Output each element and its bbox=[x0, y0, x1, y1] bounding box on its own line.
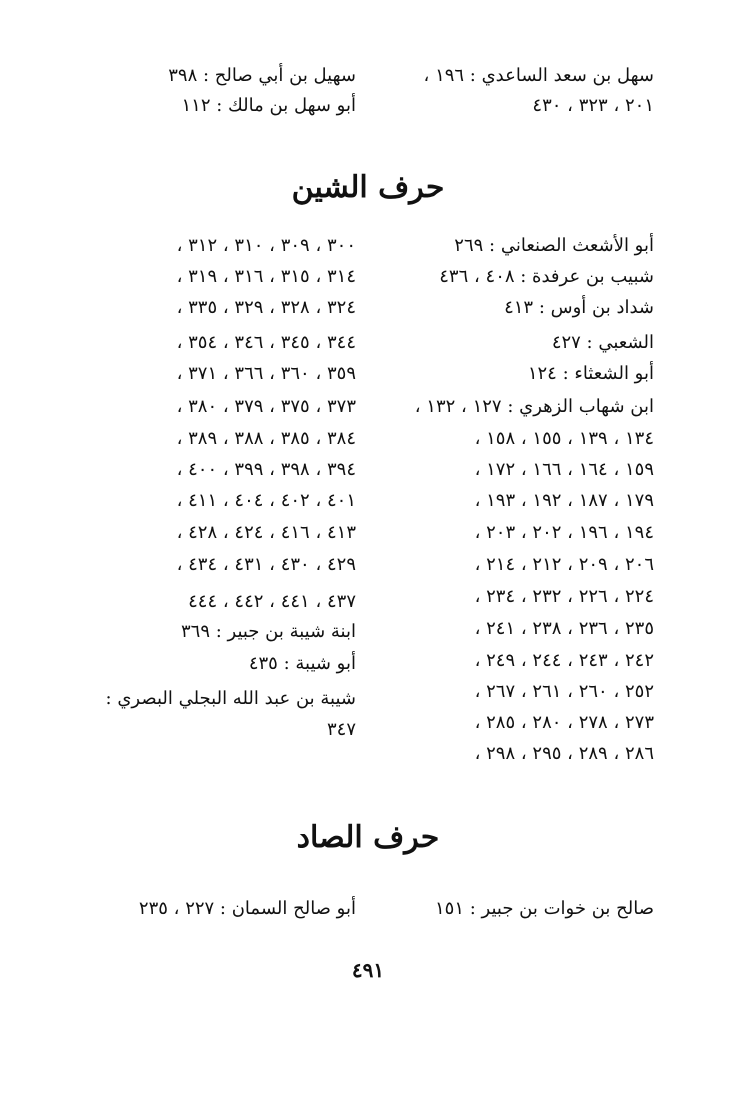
index-entry: شبيب بن عرفدة : ٤٠٨ ، ٤٣٦ bbox=[439, 266, 654, 287]
index-entry: أبو صالح السمان : ٢٢٧ ، ٢٣٥ bbox=[138, 898, 356, 919]
index-entry-continuation: ٣٩٤ ، ٣٩٨ ، ٣٩٩ ، ٤٠٠ ، bbox=[176, 459, 356, 480]
index-entry-sahl-bin-saad: سهل بن سعد الساعدي : ١٩٦ ، bbox=[423, 65, 654, 86]
index-entry-continuation: ٣٢٤ ، ٣٢٨ ، ٣٢٩ ، ٣٣٥ ، bbox=[176, 297, 356, 318]
index-entry: ابن شهاب الزهري : ١٢٧ ، ١٣٢ ، bbox=[414, 396, 654, 417]
index-entry-continuation: ٢٥٢ ، ٢٦٠ ، ٢٦١ ، ٢٦٧ ، bbox=[474, 681, 654, 702]
index-entry-continuation: ٣٠٠ ، ٣٠٩ ، ٣١٠ ، ٣١٢ ، bbox=[176, 235, 356, 256]
index-entry: شيبة بن عبد الله البجلي البصري : bbox=[105, 688, 356, 709]
index-entry-continuation: ٣٧٣ ، ٣٧٥ ، ٣٧٩ ، ٣٨٠ ، bbox=[176, 396, 356, 417]
index-entry-continuation: ٣٨٤ ، ٣٨٥ ، ٣٨٨ ، ٣٨٩ ، bbox=[176, 428, 356, 449]
index-entry-continuation: ٤٢٩ ، ٤٣٠ ، ٤٣١ ، ٤٣٤ ، bbox=[176, 554, 356, 575]
index-entry-continuation: ٢٠٦ ، ٢٠٩ ، ٢١٢ ، ٢١٤ ، bbox=[474, 554, 654, 575]
index-entry: الشعبي : ٤٢٧ bbox=[551, 332, 654, 353]
index-entry-suhayl: سهيل بن أبي صالح : ٣٩٨ bbox=[168, 65, 356, 86]
index-entry-continuation: ٢٢٤ ، ٢٢٦ ، ٢٣٢ ، ٢٣٤ ، bbox=[474, 586, 654, 607]
index-entry: أبو الشعثاء : ١٢٤ bbox=[527, 363, 654, 384]
index-entry-continuation: ٣١٤ ، ٣١٥ ، ٣١٦ ، ٣١٩ ، bbox=[176, 266, 356, 287]
index-entry-continuation: ١٩٤ ، ١٩٦ ، ٢٠٢ ، ٢٠٣ ، bbox=[474, 522, 654, 543]
index-entry-continuation: ٤٣٧ ، ٤٤١ ، ٤٤٢ ، ٤٤٤ bbox=[188, 591, 356, 612]
index-entry-continuation: ١٣٤ ، ١٣٩ ، ١٥٥ ، ١٥٨ ، bbox=[474, 428, 654, 449]
section-heading-shin: حرف الشين bbox=[291, 170, 445, 205]
index-entry-abu-sahl: أبو سهل بن مالك : ١١٢ bbox=[181, 95, 356, 116]
index-entry-continuation: ٣٥٩ ، ٣٦٠ ، ٣٦٦ ، ٣٧١ ، bbox=[176, 363, 356, 384]
index-entry: صالح بن خوات بن جبير : ١٥١ bbox=[435, 898, 654, 919]
index-entry-continuation: ١٧٩ ، ١٨٧ ، ١٩٢ ، ١٩٣ ، bbox=[474, 490, 654, 511]
index-entry-continuation: ٢٧٣ ، ٢٧٨ ، ٢٨٠ ، ٢٨٥ ، bbox=[474, 712, 654, 733]
index-entry: ابنة شيبة بن جبير : ٣٦٩ bbox=[180, 621, 356, 642]
index-entry-continuation: ٣٤٧ bbox=[326, 719, 356, 740]
page-number: ٤٩١ bbox=[351, 958, 385, 982]
index-entry-continuation: ٢٣٥ ، ٢٣٦ ، ٢٣٨ ، ٢٤١ ، bbox=[474, 618, 654, 639]
section-heading-sad: حرف الصاد bbox=[296, 820, 440, 855]
index-entry-continuation: ٤١٣ ، ٤١٦ ، ٤٢٤ ، ٤٢٨ ، bbox=[176, 522, 356, 543]
index-entry-continuation: ٤٠١ ، ٤٠٢ ، ٤٠٤ ، ٤١١ ، bbox=[176, 490, 356, 511]
index-entry-continuation: ٢٨٦ ، ٢٨٩ ، ٢٩٥ ، ٢٩٨ ، bbox=[474, 743, 654, 764]
index-entry: أبو شيبة : ٤٣٥ bbox=[248, 653, 356, 674]
index-entry: أبو الأشعث الصنعاني : ٢٦٩ bbox=[454, 235, 654, 256]
index-entry-continuation: ١٥٩ ، ١٦٤ ، ١٦٦ ، ١٧٢ ، bbox=[474, 459, 654, 480]
index-entry-continuation: ٢٤٢ ، ٢٤٣ ، ٢٤٤ ، ٢٤٩ ، bbox=[474, 650, 654, 671]
index-entry: شداد بن أوس : ٤١٣ bbox=[504, 297, 654, 318]
index-entry-continuation: ٣٤٤ ، ٣٤٥ ، ٣٤٦ ، ٣٥٤ ، bbox=[176, 332, 356, 353]
index-entry-continuation: ٢٠١ ، ٣٢٣ ، ٤٣٠ bbox=[532, 95, 654, 116]
